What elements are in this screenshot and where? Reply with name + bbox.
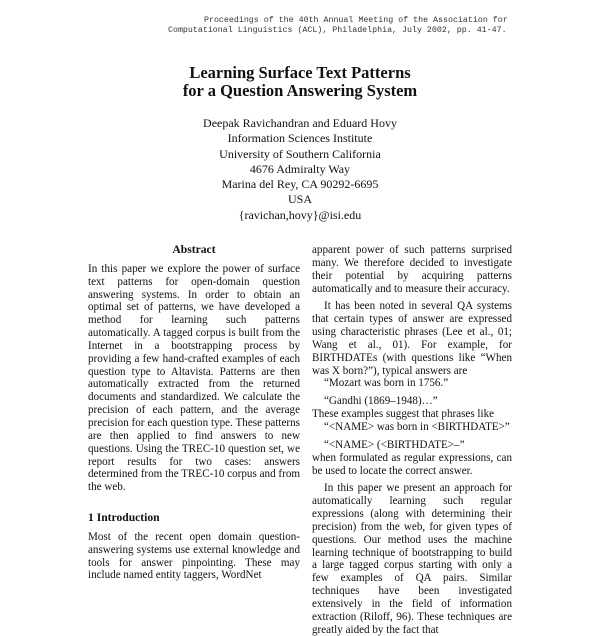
left-column [88,244,300,582]
author-block [0,116,600,223]
introduction-heading: 1 Introduction [88,511,160,525]
abstract-text: In this paper we explore the power of surface text patterns for open-domain question answering systems. In order to obtain an optimal set of patterns, we have developed a method for learning such patterns automatically. A tagged corpus is built from the Internet in a bootstrapping process by providing a few hand-crafted examples of each question type to Altavista. Patterns are then automatically extracted from the returned documents and standardized. We calculate the precision of each pattern, and the average precision for each question type. These patterns are then applied to find answers to new questions. Using the TREC-10 question set, we report results for two cases: answers determined from the TREC-10 corpus and from the web. [88,262,300,494]
abstract-heading: Abstract [172,243,216,256]
author-email: {ravichan,hovy}@isi.edu [238,207,362,222]
title-line-1: Learning Surface Text Patterns [189,63,411,82]
example-mozart: “Mozart was born in 1756.” [324,377,449,390]
author-country: USA [287,192,312,207]
proceedings-line-2: Computational Linguistics (ACL), Philadelphia, July 2002, pp. 41-47. [168,26,507,35]
author-institute: Information Sciences Institute [227,131,373,146]
title-line-2: for a Question Answering System [182,81,418,100]
proceedings-line-1: Proceedings of the 40th Annual Meeting of the Association for [204,16,508,25]
introduction-text: Most of the recent open domain question-answering systems use external knowledge and tools for answer pinpointing. These may include named entity taggers, WordNet [88,530,300,582]
author-city: Marina del Rey, CA 90292-6695 [221,177,379,192]
pattern-parenthesis: “<NAME> (<BIRTHDATE>–” [324,438,465,451]
author-university: University of Southern California [219,146,381,161]
right-para-4: when formulated as regular expressions, can be used to locate the correct answer. [312,451,512,477]
right-para-3: These examples suggest that phrases like [312,408,495,421]
paper-title [0,64,600,100]
right-para-2: It has been noted in several QA systems that certain types of answer are expressed using characteristic phrases (Lee et al., 01; Wang et al., 01). For example, for BIRTHDATEs (with questions like “When was X born?”), typical answers are [312,300,512,377]
right-para-5: In this paper we present an approach for automatically learning such regular expressions (along with determining their precision) from the web, for given types of questions. Our method uses the machine learning technique of bootstrapping to build a large tagged corpus starting with only a few examples of QA pairs. Similar techniques have been investigated extensively in the field of information extraction (Riloff, 96). These techniques are greatly aided by the fact that [312,482,512,636]
example-gandhi: “Gandhi (1869–1948)…” [324,395,438,408]
pattern-born-in: “<NAME> was born in <BIRTHDATE>” [324,420,510,433]
author-names: Deepak Ravichandran and Eduard Hovy [203,116,397,130]
author-street: 4676 Admiralty Way [249,161,351,176]
right-para-1: apparent power of such patterns surprised many. We therefore decided to investigate their potential by acquiring patterns automatically and to measure their accuracy. [312,244,512,295]
right-column [312,244,512,636]
